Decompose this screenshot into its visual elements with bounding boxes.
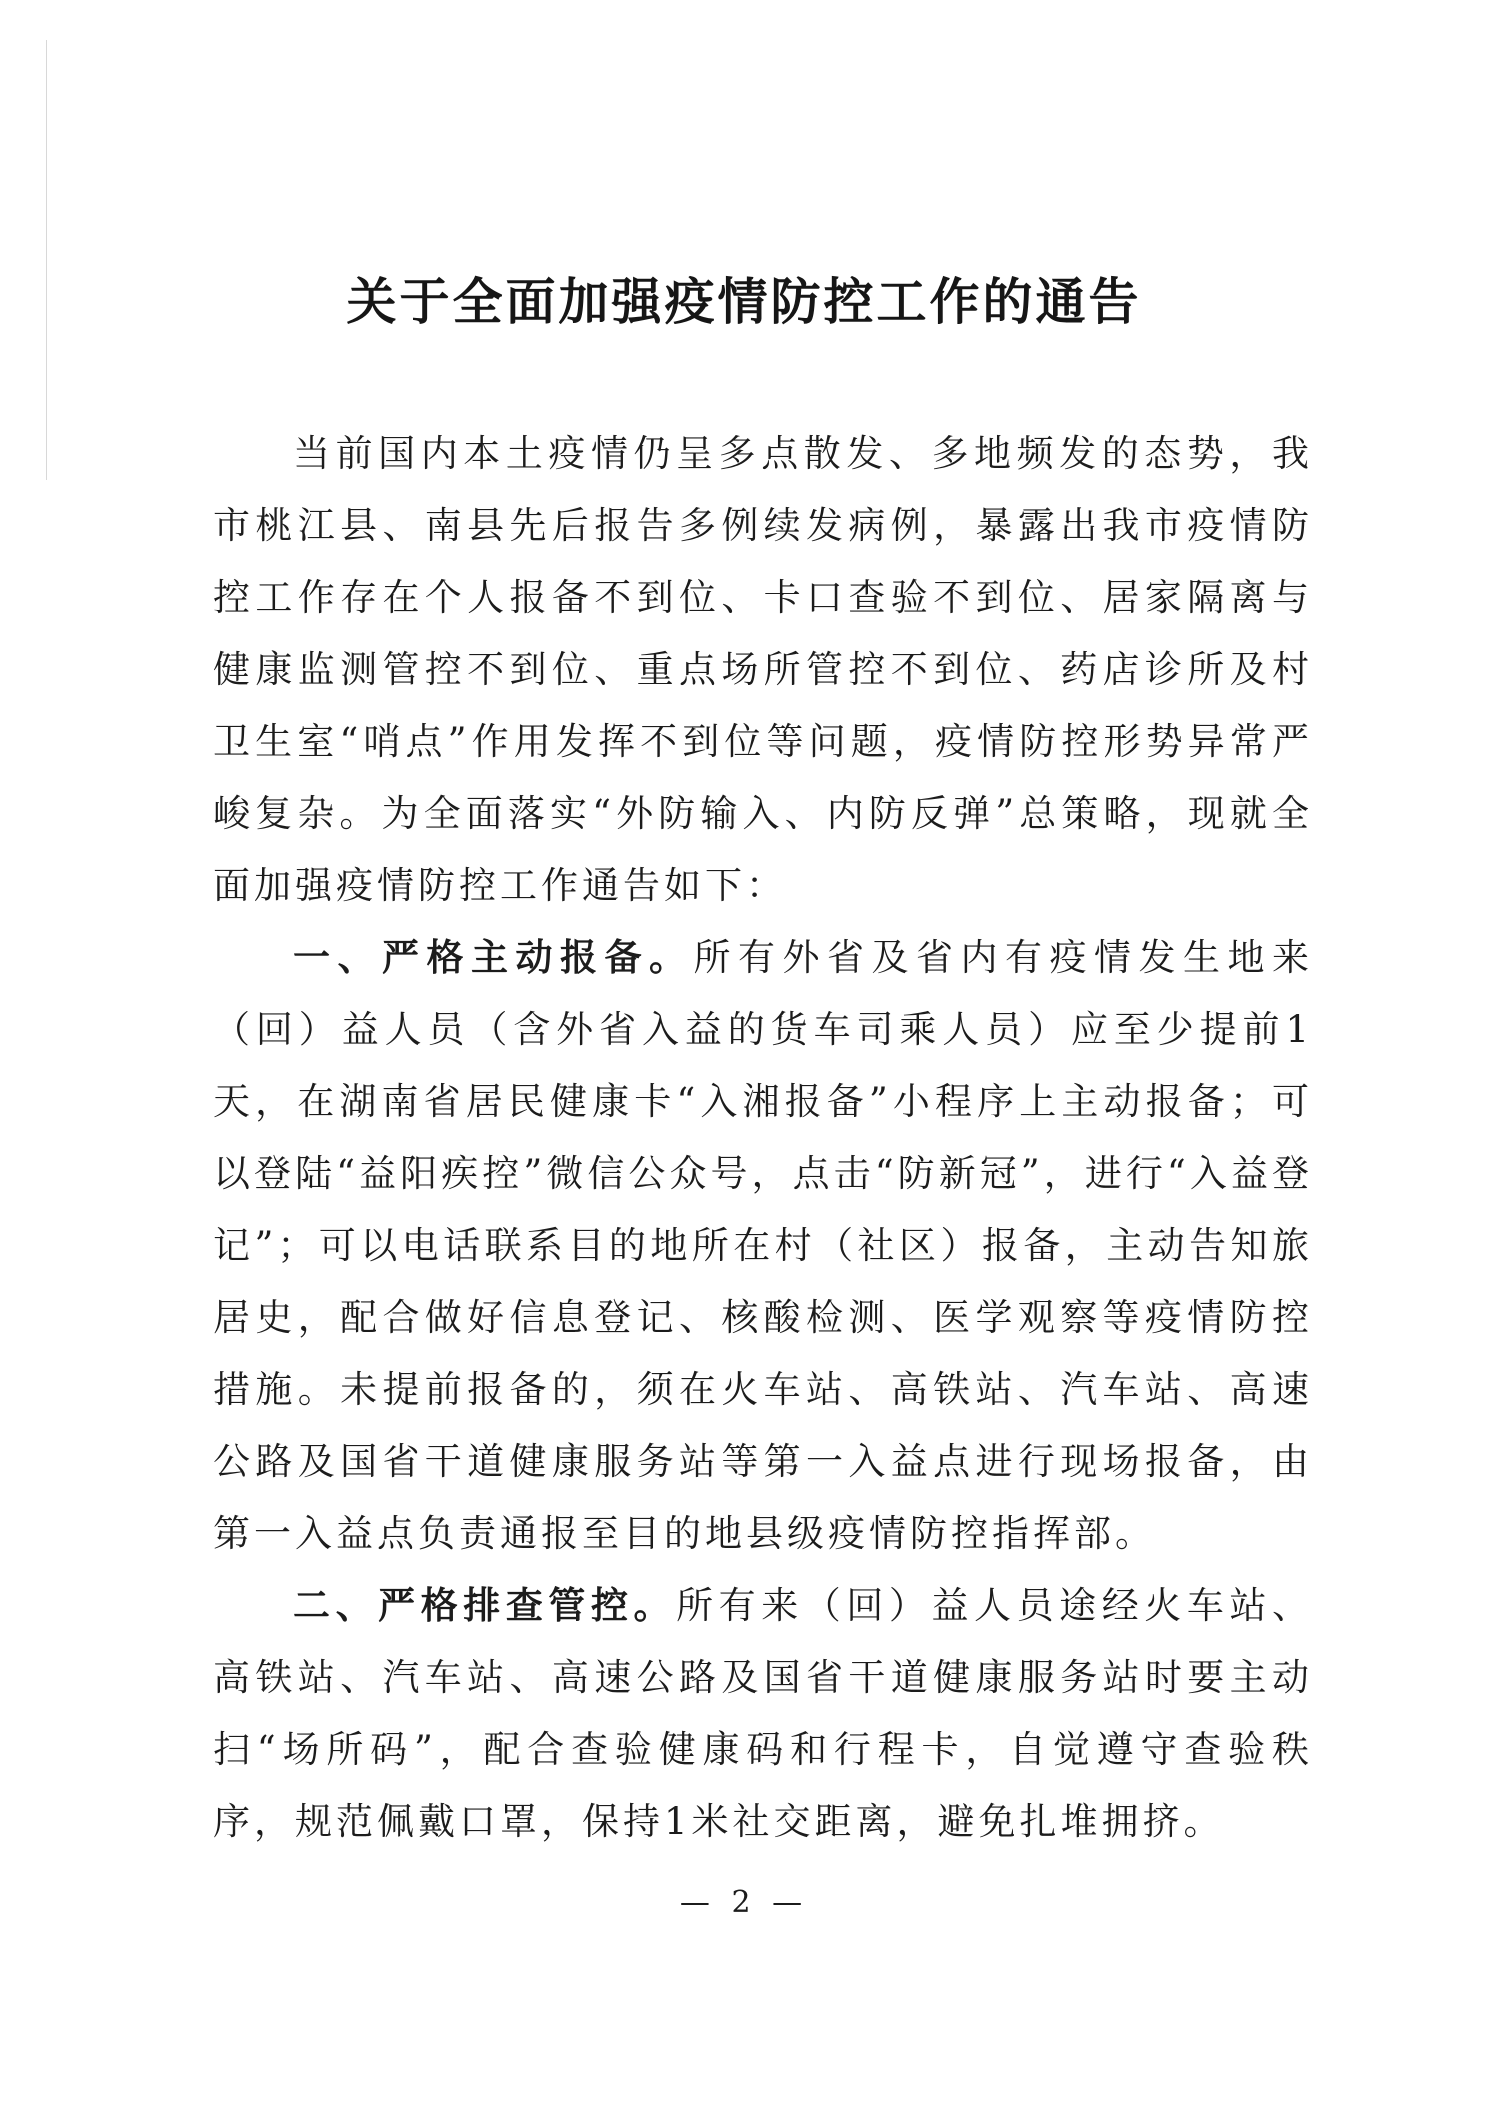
intro-paragraph [213, 418, 1313, 922]
section-one-paragraph [213, 922, 1313, 1570]
section-two-text: 所有来（回）益人员途经火车站、高铁站、汽车站、高速公路及国省干道健康服务站时要主动扫“场所码”，配合查验健康码和行程卡，自觉遵守查验秩序，规范佩戴口罩，保持1米社交距离，避免扎堆拥挤。 [213, 1584, 1314, 1843]
document-body [213, 418, 1313, 1858]
page-number: — 2 — [679, 1885, 809, 1920]
section-one-text: 所有外省及省内有疫情发生地来（回）益人员（含外省入益的货车司乘人员）应至少提前1天，在湖南省居民健康卡“入湘报备”小程序上主动报备；可以登陆“益阳疾控”微信公众号，点击“防新冠”，进行“入益登记”；可以电话联系目的地所在村（社区）报备，主动告知旅居史，配合做好信息登记、核酸检测、医学观察等疫情防控措施。未提前报备的，须在火车站、高铁站、汽车站、高速公路及国省干道健康服务站等第一入益点进行现场报备，由第一入益点负责通报至目的地县级疫情防控指挥部。 [213, 936, 1313, 1555]
section-two-heading: 二、严格排查管控。 [293, 1584, 677, 1627]
document-title: 关于全面加强疫情防控工作的通告 [346, 273, 1142, 331]
section-one-heading: 一、严格主动报备。 [293, 936, 694, 979]
section-two-paragraph [213, 1570, 1313, 1858]
intro-paragraph-text: 当前国内本土疫情仍呈多点散发、多地频发的态势，我市桃江县、南县先后报告多例续发病例，暴露出我市疫情防控工作存在个人报备不到位、卡口查验不到位、居家隔离与健康监测管控不到位、重点场所管控不到位、药店诊所及村卫生室“哨点”作用发挥不到位等问题，疫情防控形势异常严峻复杂。为全面落实“外防输入、内防反弹”总策略，现就全面加强疫情防控工作通告如下： [213, 432, 1313, 907]
scan-edge-line [46, 40, 47, 480]
